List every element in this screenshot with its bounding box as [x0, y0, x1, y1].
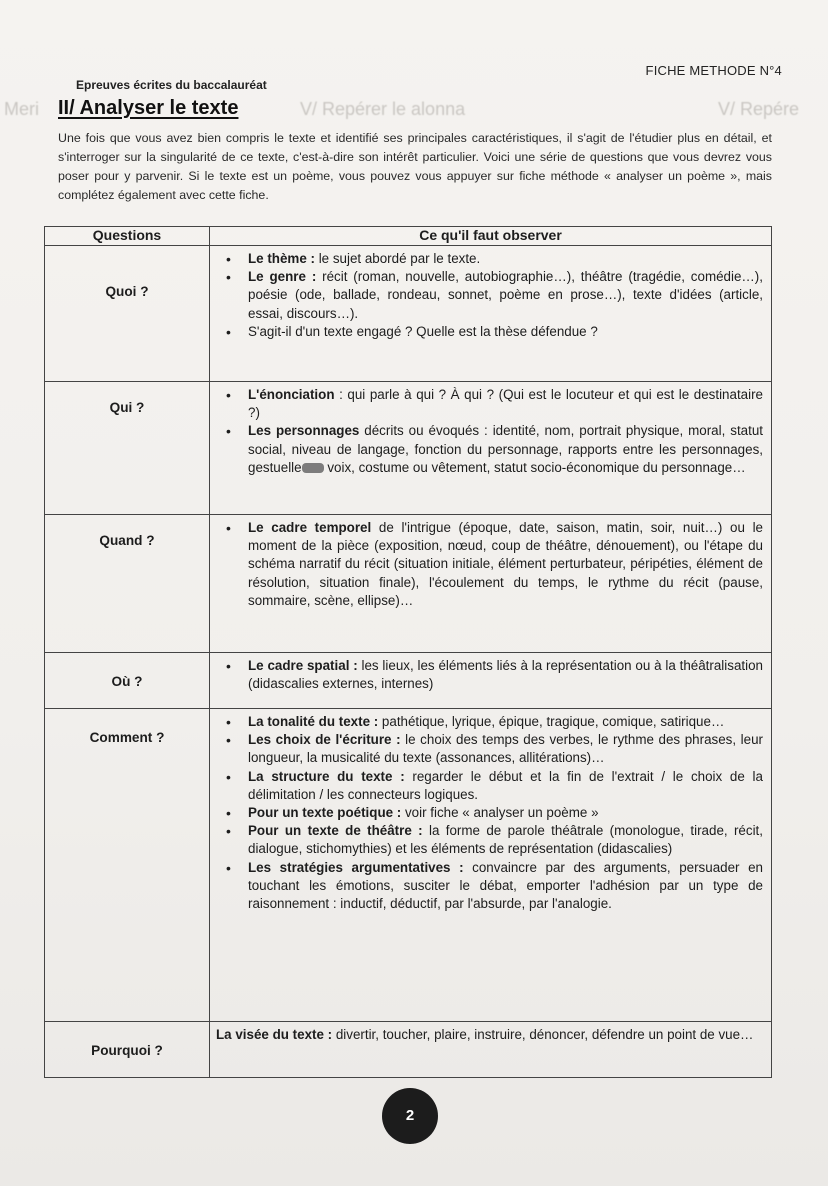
- list-item: • Les choix de l'écriture : le choix des temps des verbes, le rythme des phrases, leur longueur, la musicalité du texte (assonances, allitérations)…: [248, 731, 763, 767]
- question-cell: [45, 1022, 210, 1078]
- table-row: [45, 515, 772, 653]
- bullet-list: [222, 713, 763, 913]
- list-item: • Le genre : récit (roman, nouvelle, autobiographie…), théâtre (tragédie, comédie…), poésie (ode, ballade, rondeau, sonnet, poème en prose…), texte d'idées (article, essai, discours…).: [248, 268, 763, 323]
- ink-smudge: [302, 463, 324, 473]
- question-cell: [45, 382, 210, 515]
- table-row: [45, 382, 772, 515]
- question-label: Comment ?: [89, 730, 165, 745]
- observe-cell: [210, 1022, 772, 1078]
- bullet-list: [222, 250, 763, 341]
- observe-cell: [210, 709, 772, 1022]
- bleed-through-text: V/ Repére: [718, 99, 800, 119]
- exam-label: Epreuves écrites du baccalauréat: [76, 78, 267, 92]
- question-label: Quoi ?: [105, 284, 149, 299]
- table-row: [45, 709, 772, 1022]
- question-cell: [45, 653, 210, 709]
- observe-cell: [210, 653, 772, 709]
- page-number-badge: 2: [382, 1088, 438, 1144]
- bullet-list: [222, 519, 763, 610]
- list-item: • La structure du texte : regarder le début et la fin de l'extrait / le choix de la délimitation / les connecteurs logiques.: [248, 768, 763, 804]
- question-label: Où ?: [111, 674, 143, 689]
- bullet-list: [222, 657, 763, 693]
- question-cell: [45, 515, 210, 653]
- question-label: Quand ?: [99, 533, 155, 548]
- bleed-through-text: Meri: [4, 99, 39, 119]
- question-cell: [45, 246, 210, 382]
- list-item: • La tonalité du texte : pathétique, lyrique, épique, tragique, comique, satirique…: [248, 713, 763, 731]
- list-item: • Les personnages décrits ou évoqués : identité, nom, portrait physique, moral, statut social, niveau de langage, fonction du personnage, rapports entre les personnages, gestuelle voix, costume ou vêtement, statut socio-économique du personnage…: [248, 422, 763, 477]
- list-item: • S'agit-il d'un texte engagé ? Quelle est la thèse défendue ?: [248, 323, 763, 341]
- table-header-row: [45, 227, 772, 246]
- list-item: • Le thème : le sujet abordé par le texte.: [248, 250, 763, 268]
- question-label: Pourquoi ?: [91, 1043, 163, 1058]
- column-header-questions: Questions: [45, 227, 210, 246]
- analysis-table: [44, 226, 772, 1078]
- bleed-through-text: V/ Repérer le alonna: [300, 99, 466, 119]
- bullet-list: [222, 386, 763, 477]
- list-item: • L'énonciation : qui parle à qui ? À qui ? (Qui est le locuteur et qui est le destinataire ?): [248, 386, 763, 422]
- list-item: • Pour un texte poétique : voir fiche « analyser un poème »: [248, 804, 763, 822]
- heading-row: [0, 97, 828, 123]
- column-header-observe: Ce qu'il faut observer: [210, 227, 772, 246]
- observe-text: La visée du texte : divertir, toucher, plaire, instruire, dénoncer, défendre un point de vue…: [216, 1027, 754, 1042]
- section-heading: II/ Analyser le texte: [58, 97, 239, 119]
- table-row: [45, 246, 772, 382]
- question-label: Qui ?: [109, 400, 145, 415]
- fiche-label: FICHE METHODE N°4: [645, 63, 782, 78]
- list-item: • Les stratégies argumentatives : convaincre par des arguments, persuader en touchant les émotions, susciter le débat, emporter l'adhésion par un type de raisonnement : inductif, déductif, par l'absurde, par l'analogie.: [248, 859, 763, 914]
- observe-cell: [210, 382, 772, 515]
- observe-cell: [210, 246, 772, 382]
- list-item: • Pour un texte de théâtre : la forme de parole théâtrale (monologue, tirade, récit, dialogue, stichomythies) et les éléments de représentation (didascalies): [248, 822, 763, 858]
- observe-cell: [210, 515, 772, 653]
- question-cell: [45, 709, 210, 1022]
- list-item: • Le cadre spatial : les lieux, les éléments liés à la représentation ou à la théâtralisation (didascalies externes, internes): [248, 657, 763, 693]
- intro-paragraph: Une fois que vous avez bien compris le texte et identifié ses principales caractéristiques, il s'agit de l'étudier plus en détail, et s'interroger sur la singularité de ce texte, c'est-à-dire son intérêt particulier. Voici une série de questions que vous devrez vous poser pour y parvenir. Si le texte est un poème, vous pouvez vous appuyer sur fiche méthode « analyser un poème », mais complétez également avec cette fiche.: [58, 131, 772, 202]
- table-row: [45, 653, 772, 709]
- list-item: • Le cadre temporel de l'intrigue (époque, date, saison, matin, soir, nuit…) ou le moment de la pièce (exposition, nœud, coup de théâtre, dénouement), ou l'étape du schéma narratif du récit (situation initiale, élément perturbateur, péripéties, élément de résolution, situation finale), l'écoulement du temps, le rythme du récit (pause, sommaire, scène, ellipse)…: [248, 519, 763, 610]
- table-row: [45, 1022, 772, 1078]
